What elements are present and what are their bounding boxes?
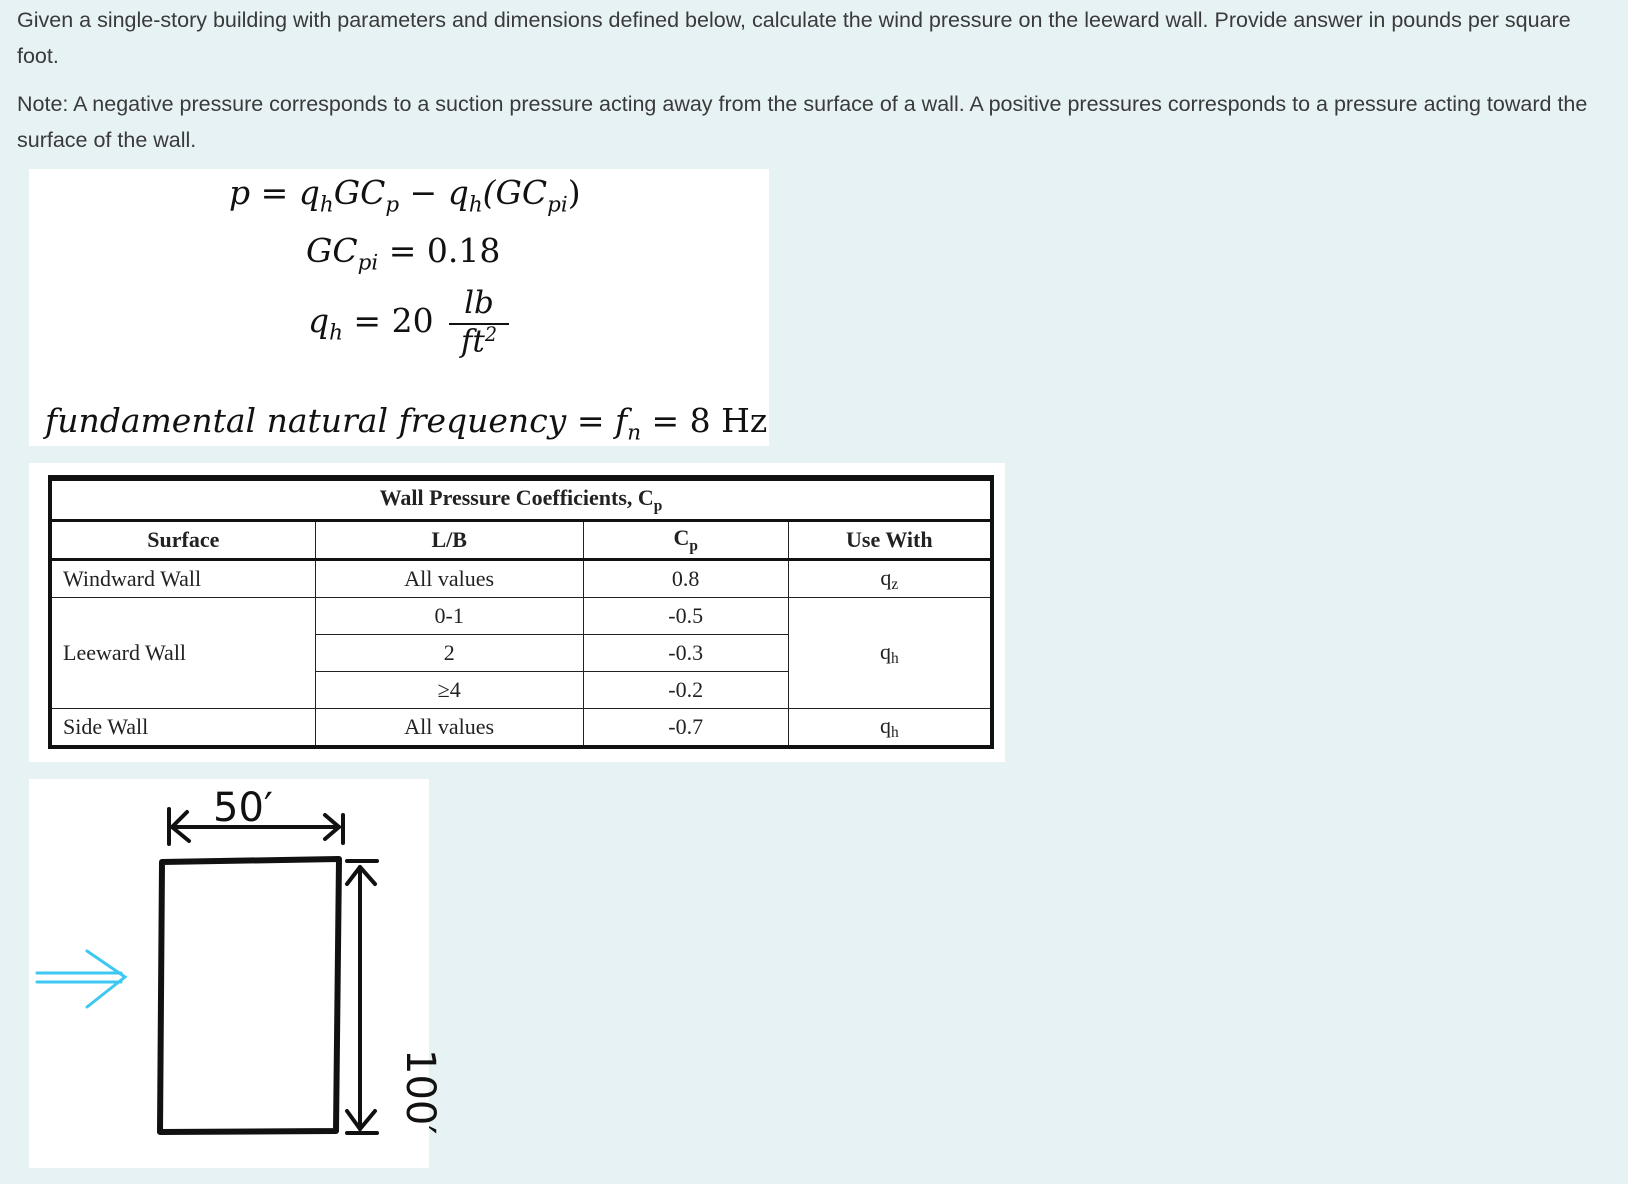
cell-use-with: qh bbox=[788, 708, 992, 747]
cell-lb: 0-1 bbox=[315, 598, 583, 635]
frequency-equation: fundamental natural frequency = $f_n = 8$ Hz bbox=[45, 401, 768, 446]
question-paragraph: Given a single-story building with parameters and dimensions defined below, calculate the wind pressure on the leeward wall. Provide answer in pounds per square foot. bbox=[17, 8, 1571, 68]
wind-arrow-icon bbox=[37, 951, 125, 1007]
cell-lb: All values bbox=[315, 560, 583, 598]
header-cp: $C_p$ bbox=[583, 521, 788, 560]
cell-lb: 2 bbox=[315, 635, 583, 672]
table-row bbox=[50, 560, 992, 598]
wall-pressure-coefficients-table bbox=[48, 475, 994, 749]
building-sketch-image bbox=[29, 779, 443, 1168]
header-use-with: Use With bbox=[788, 521, 992, 560]
qh-equation: $q_h = 20$ bbox=[308, 301, 434, 346]
cell-surface: Leeward Wall bbox=[50, 598, 315, 709]
cell-surface: Windward Wall bbox=[50, 560, 315, 598]
formula-image bbox=[29, 169, 769, 446]
pressure-equation: $p = q_hGC_p - q_h(GC_{pi})$ bbox=[229, 173, 581, 218]
cell-lb: ≥4 bbox=[315, 671, 583, 708]
cell-lb: All values bbox=[315, 708, 583, 747]
building-outline bbox=[160, 859, 339, 1132]
note-paragraph: Note: A negative pressure corresponds to a suction pressure acting away from the surface of a wall. A positive pressures corresponds to a pressure acting toward the surface of the wall. bbox=[17, 92, 1588, 152]
length-label: 100′ bbox=[397, 1049, 443, 1135]
table-title: Wall Pressure Coefficients, $C_p$ bbox=[50, 478, 992, 521]
building-plan-sketch bbox=[29, 779, 443, 1168]
cell-cp: -0.5 bbox=[583, 598, 788, 635]
table-row bbox=[50, 708, 992, 747]
cell-cp: -0.3 bbox=[583, 635, 788, 672]
cell-cp: 0.8 bbox=[583, 560, 788, 598]
width-label: 50′ bbox=[213, 785, 273, 831]
table-row bbox=[50, 598, 992, 635]
qh-units-fraction: lb $ft^2$ bbox=[449, 285, 509, 360]
gcpi-equation: $GC_{pi} = 0.18$ bbox=[306, 231, 501, 276]
coefficient-table-image bbox=[29, 463, 1005, 762]
header-lb: L/B bbox=[315, 521, 583, 560]
cell-surface: Side Wall bbox=[50, 708, 315, 747]
cell-use-with: qh bbox=[788, 598, 992, 709]
header-surface: Surface bbox=[50, 521, 315, 560]
cell-cp: -0.2 bbox=[583, 671, 788, 708]
cell-cp: -0.7 bbox=[583, 708, 788, 747]
cell-use-with: qz bbox=[788, 560, 992, 598]
